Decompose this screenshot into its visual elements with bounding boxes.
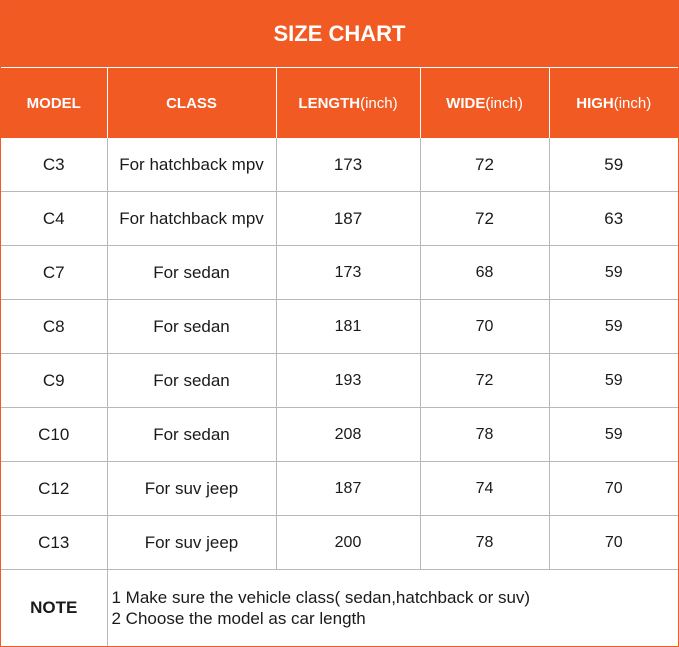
- table-row: [1, 354, 678, 408]
- cell-high: 59: [549, 408, 678, 462]
- cell-class: For sedan: [107, 300, 276, 354]
- cell-length: 193: [276, 354, 420, 408]
- cell-model: C13: [1, 516, 107, 570]
- table-row: [1, 192, 678, 246]
- cell-high: 63: [549, 192, 678, 246]
- cell-high: 59: [549, 246, 678, 300]
- header-length: LENGTH(inch): [276, 68, 420, 138]
- cell-model: C8: [1, 300, 107, 354]
- note-line: 1 Make sure the vehicle class( sedan,hatchback or suv): [111, 588, 531, 607]
- cell-high: 70: [549, 516, 678, 570]
- cell-high: 70: [549, 462, 678, 516]
- header-class: CLASS: [107, 68, 276, 138]
- cell-model: C12: [1, 462, 107, 516]
- cell-length: 200: [276, 516, 420, 570]
- cell-wide: 72: [420, 354, 549, 408]
- cell-length: 187: [276, 192, 420, 246]
- cell-wide: 78: [420, 408, 549, 462]
- size-chart-title: SIZE CHART: [1, 1, 678, 68]
- cell-model: C3: [1, 138, 107, 192]
- note-label: NOTE: [1, 570, 107, 647]
- note-row: [1, 570, 678, 647]
- cell-high: 59: [549, 138, 678, 192]
- header-model: MODEL: [1, 68, 107, 138]
- cell-wide: 72: [420, 192, 549, 246]
- cell-class: For suv jeep: [107, 516, 276, 570]
- cell-high: 59: [549, 300, 678, 354]
- cell-class: For sedan: [107, 246, 276, 300]
- cell-model: C10: [1, 408, 107, 462]
- cell-model: C4: [1, 192, 107, 246]
- note-text: [107, 570, 678, 647]
- header-wide: WIDE(inch): [420, 68, 549, 138]
- cell-length: 173: [276, 138, 420, 192]
- table-row: [1, 408, 678, 462]
- table-row: [1, 300, 678, 354]
- cell-length: 181: [276, 300, 420, 354]
- cell-class: For hatchback mpv: [107, 138, 276, 192]
- note-line: 2 Choose the model as car length: [111, 609, 366, 628]
- table-row: [1, 246, 678, 300]
- header-row: [1, 68, 678, 138]
- cell-model: C9: [1, 354, 107, 408]
- cell-class: For sedan: [107, 408, 276, 462]
- size-table: [1, 68, 678, 646]
- cell-high: 59: [549, 354, 678, 408]
- table-row: [1, 138, 678, 192]
- cell-class: For sedan: [107, 354, 276, 408]
- cell-model: C7: [1, 246, 107, 300]
- header-high: HIGH(inch): [549, 68, 678, 138]
- cell-class: For hatchback mpv: [107, 192, 276, 246]
- cell-wide: 72: [420, 138, 549, 192]
- cell-length: 173: [276, 246, 420, 300]
- cell-length: 208: [276, 408, 420, 462]
- cell-length: 187: [276, 462, 420, 516]
- cell-wide: 78: [420, 516, 549, 570]
- cell-class: For suv jeep: [107, 462, 276, 516]
- table-row: [1, 516, 678, 570]
- cell-wide: 68: [420, 246, 549, 300]
- table-row: [1, 462, 678, 516]
- cell-wide: 74: [420, 462, 549, 516]
- cell-wide: 70: [420, 300, 549, 354]
